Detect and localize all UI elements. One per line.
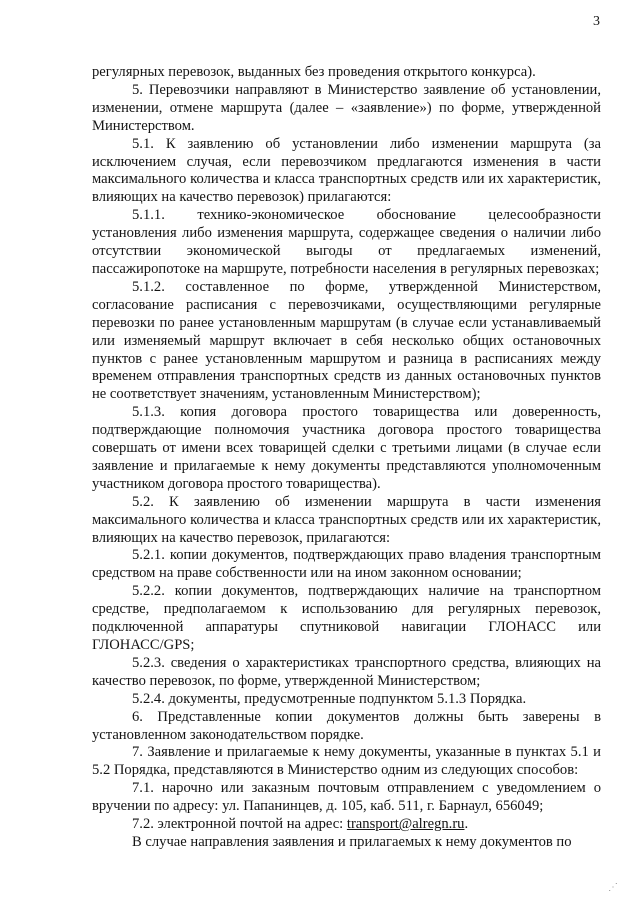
email-suffix: . <box>464 816 469 833</box>
scan-speck-icon: ⋰ <box>608 882 618 893</box>
paragraph-7-1: 7.1. нарочно или заказным почтовым отправлением с уведомлением о вручении по адресу: ул. Папанинцев, д. 105, каб. 511, г. Барнаул, 656049; <box>92 780 601 815</box>
paragraph-5: 5. Перевозчики направляют в Министерство заявление об установлении, изменении, отмене маршрута (далее – «заявление») по форме, утвержденной Министерством. <box>92 81 601 134</box>
paragraph-6: 6. Представленные копии документов должны быть заверены в установленном законодательством порядке. <box>92 708 601 743</box>
document-body <box>92 64 601 852</box>
paragraph-5-2-4: 5.2.4. документы, предусмотренные подпунктом 5.1.3 Порядка. <box>132 690 527 707</box>
paragraph-7-2 <box>92 816 601 834</box>
paragraph-5-1: 5.1. К заявлению об установлении либо изменении маршрута (за исключением случая, если перевозчиком предлагаются изменения в части максимального количества и класса транспортных средств или их характеристик, влияющих на качество перевозок) прилагаются: <box>92 135 601 206</box>
paragraph-final: В случае направления заявления и прилагаемых к нему документов по <box>132 833 572 850</box>
paragraph-5-1-3: 5.1.3. копия договора простого товарищества или доверенность, подтверждающие полномочия участника договора простого товарищества совершать от имени всех товарищей сделки с третьими лицами (в случае если заявление и прилагаемые к нему документы представляются уполномоченным участником договора простого товарищества). <box>92 404 601 492</box>
paragraph-5-2: 5.2. К заявлению об изменении маршрута в части изменения максимального количества и класса транспортных средств или их характеристик, влияющих на качество перевозок, прилагаются: <box>92 493 601 546</box>
paragraph-5-2-2: 5.2.2. копии документов, подтверждающих наличие на транспортном средстве, предполагаемом к использованию для регулярных перевозок, подключенной аппаратуры спутниковой навигации ГЛОНАСС или ГЛОНАСС/GPS; <box>92 583 601 653</box>
email-link[interactable]: transport@alregn.ru <box>346 816 465 833</box>
email-prefix: 7.2. электронной почтой на адрес: <box>132 816 347 833</box>
paragraph-continuation: регулярных перевозок, выданных без проведения открытого конкурса). <box>92 64 536 80</box>
paragraph-7: 7. Заявление и прилагаемые к нему документы, указанные в пунктах 5.1 и 5.2 Порядка, представляются в Министерство одним из следующих способов: <box>92 744 601 779</box>
page-number: 3 <box>593 14 600 29</box>
paragraph-5-1-2: 5.1.2. составленное по форме, утвержденной Министерством, согласование расписания с перевозчиками, осуществляющими регулярные перевозки по ранее установленным маршрутам (в случае если устанавливаемый или изменяемый маршрут включает в себя несколько общих остановочных пунктов с ранее установленным маршрутом и разница в расписаниях между временем отправления транспортных средств из данных остановочных пунктов не соответствует значениям, установленным Министерством); <box>92 278 601 403</box>
paragraph-5-2-3: 5.2.3. сведения о характеристиках транспортного средства, влияющих на качество перевозок, по форме, утвержденной Министерством; <box>92 654 601 689</box>
paragraph-5-2-1: 5.2.1. копии документов, подтверждающих право владения транспортным средством на праве собственности или на ином законном основании; <box>92 547 601 582</box>
paragraph-5-1-1: 5.1.1. технико-экономическое обоснование целесообразности установления либо изменения маршрута, содержащее сведения о наличии либо отсутствии экономической выгоды от предлагаемых изменений, пассажиропотоке на маршруте, потребности населения в регулярных перевозках; <box>92 207 601 277</box>
